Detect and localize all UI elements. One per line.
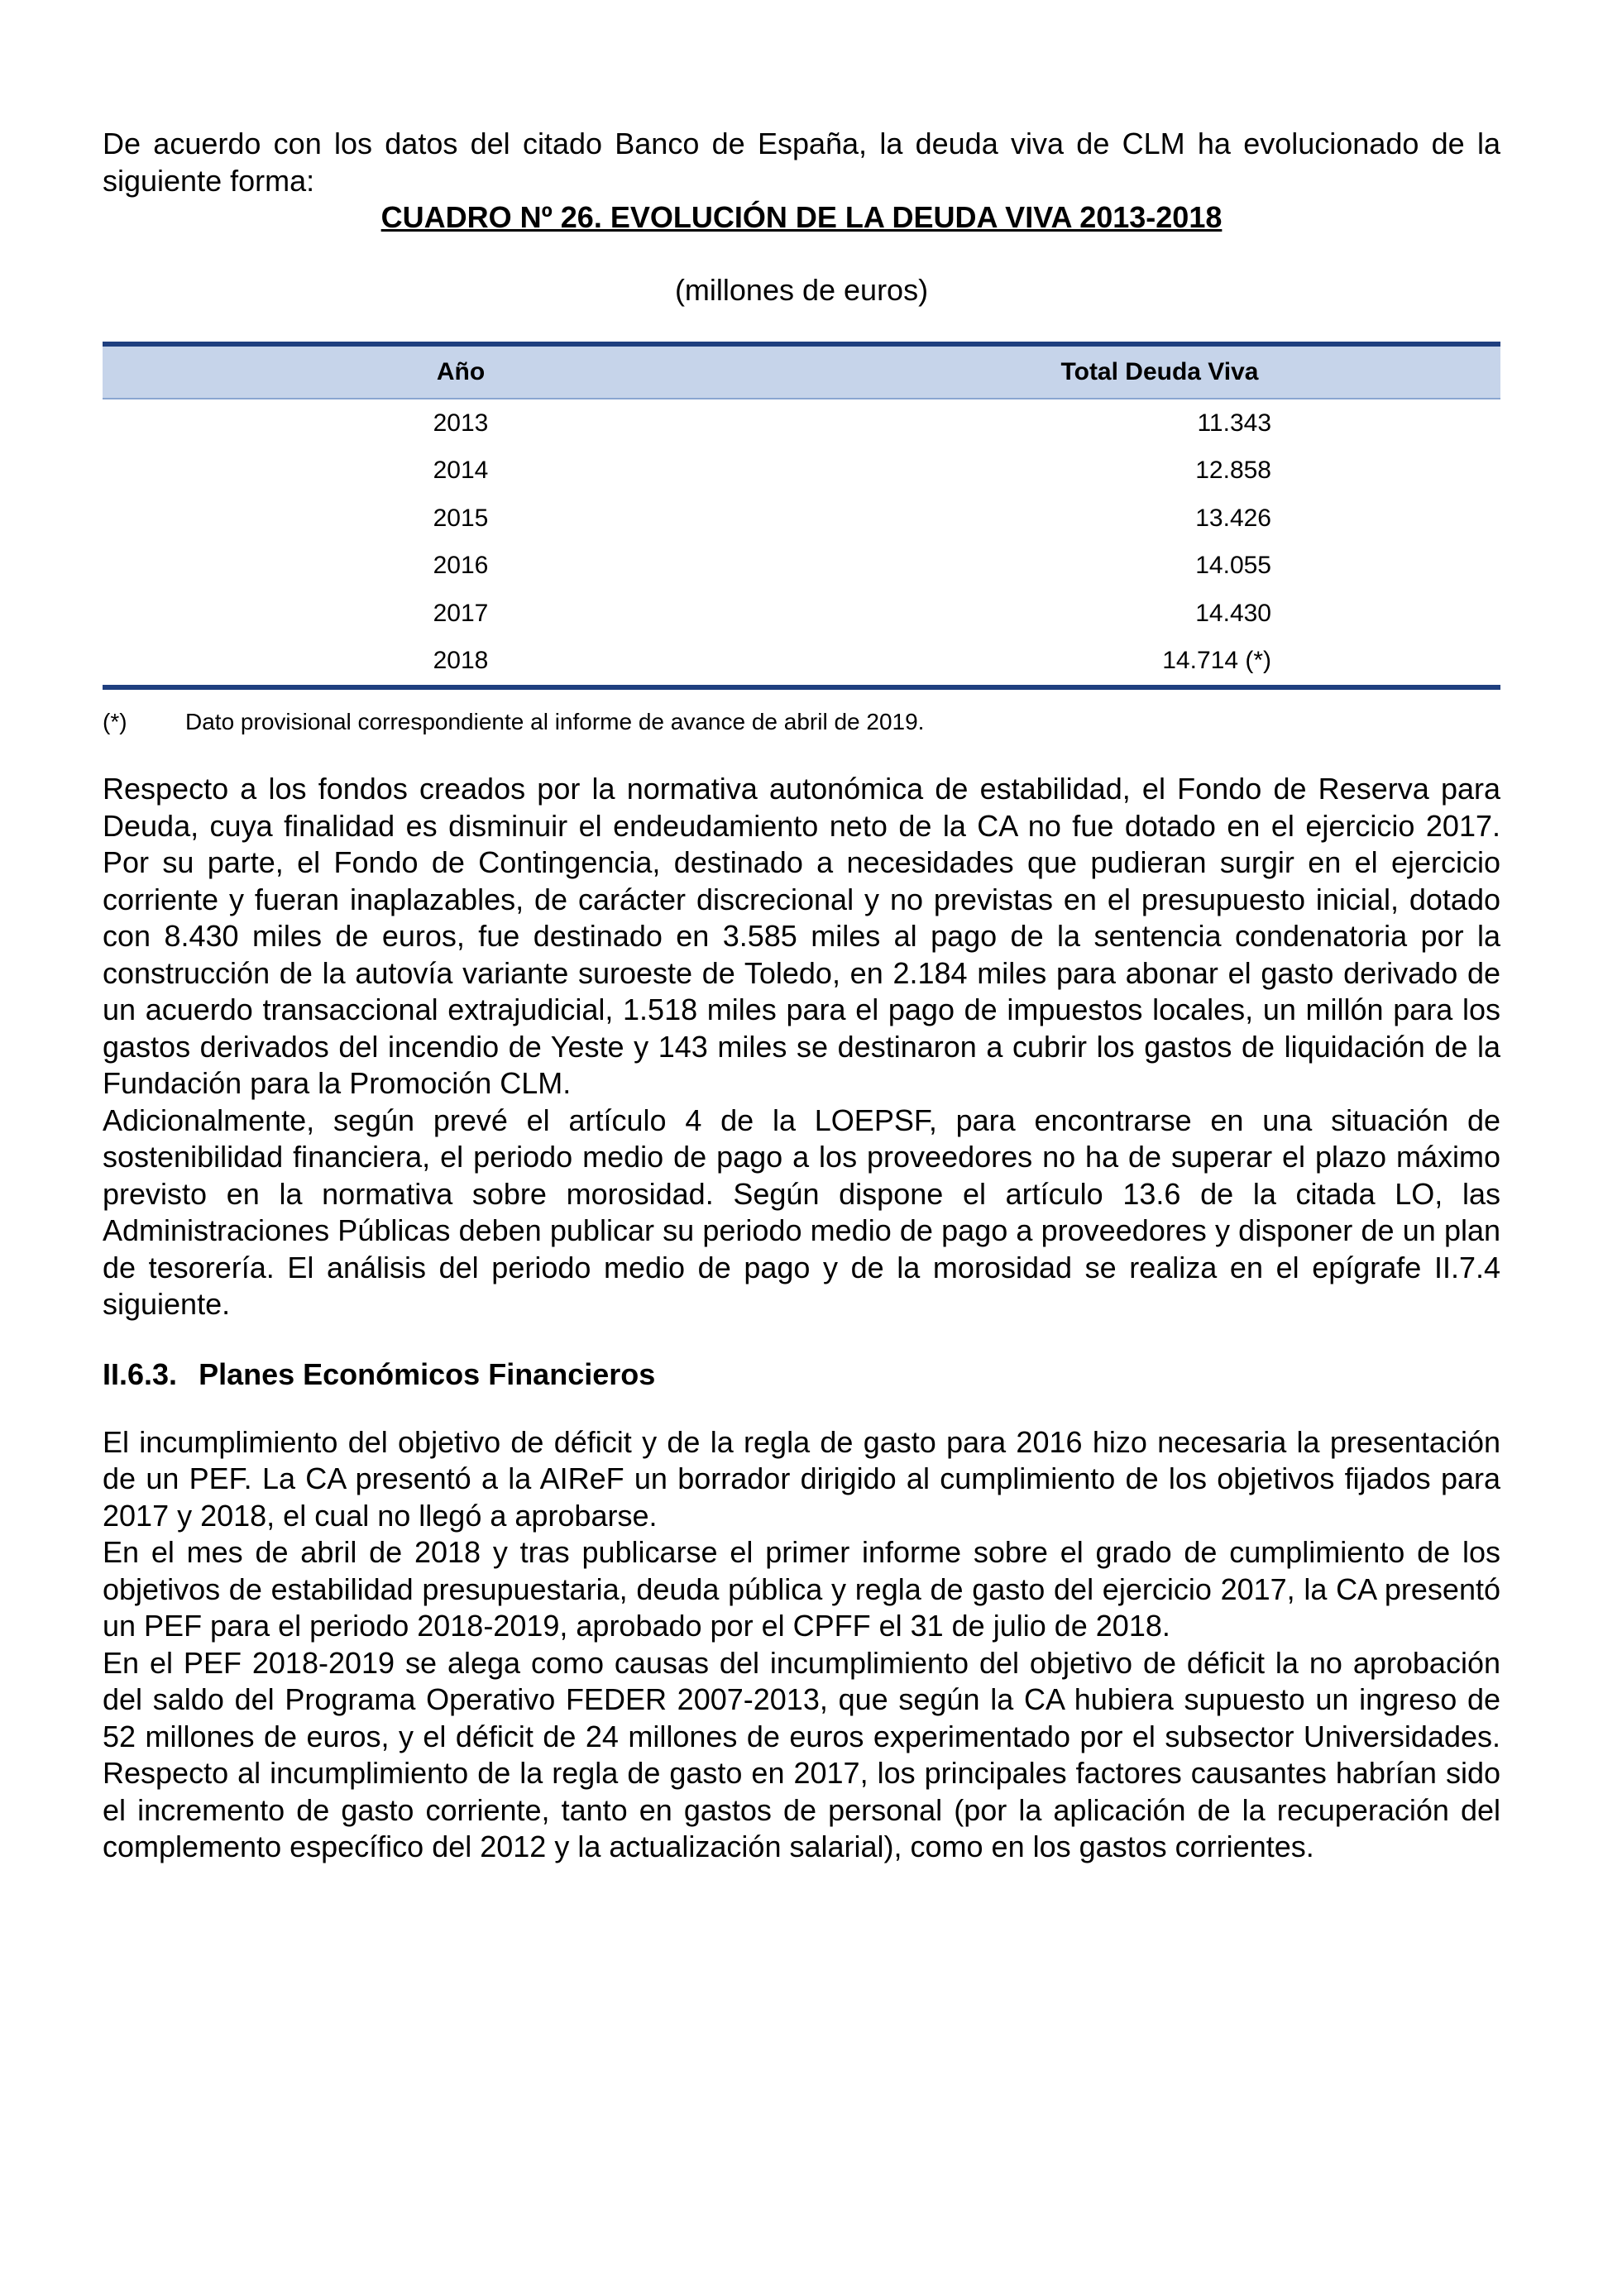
section-heading (103, 1356, 1500, 1393)
row-total: 13.426 (1195, 504, 1271, 532)
row-year: 2016 (433, 552, 489, 580)
table-footnote (103, 708, 1500, 736)
table-row (103, 495, 1500, 543)
row-year: 2017 (433, 599, 489, 627)
row-year: 2018 (103, 638, 819, 688)
paragraph-reserve-fund: Respecto a los fondos creados por la normativa autonómica de estabilidad, el Fondo de Reserva para Deuda, cuya finalidad es disminuir el endeudamiento neto de la CA no fue dotado en el ejercicio 2017. Por su parte, el Fondo de Contingencia, destinado a necesidades que pudieran surgir en el ejercicio corriente y fueran inaplazables, de carácter discrecional y no previstas en el presupuesto inicial, dotado con 8.430 miles de euros, fue destinado en 3.585 miles al pago de la sentencia condenatoria por la construcción de la autovía variante suroeste de Toledo, en 2.184 miles para abonar el gasto derivado de un acuerdo transaccional extrajudicial, 1.518 miles para el pago de impuestos locales, un millón para los gastos derivados del incendio de Yeste y 143 miles se destinaron a cubrir los gastos de liquidación de la Fundación para la Promoción CLM. (103, 772, 1500, 1100)
row-total: 14.055 (1195, 552, 1271, 580)
paragraph-payment-period: Adicionalmente, según prevé el artículo 4 de la LOEPSF, para encontrarse en una situación de sostenibilidad financiera, el periodo medio de pago a los proveedores no ha de superar el plazo máximo previsto en la normativa sobre morosidad. Según dispone el artículo 13.6 de la citada LO, las Administraciones Públicas deben publicar su periodo medio de pago a proveedores y disponer de un plan de tesorería. El análisis del periodo medio de pago y de la morosidad se realiza en el epígrafe II.7.4 siguiente. (103, 1103, 1500, 1321)
table-title: CUADRO Nº 26. EVOLUCIÓN DE LA DEUDA VIVA 2013-2018 (380, 200, 1223, 234)
intro-paragraph: De acuerdo con los datos del citado Banco de España, la deuda viva de CLM ha evolucionado de la siguiente forma: (103, 127, 1500, 198)
footnote-mark: (*) (103, 709, 127, 734)
table-subtitle: (millones de euros) (674, 273, 929, 307)
table-row (103, 447, 1500, 495)
table-row (103, 543, 1500, 591)
row-year: 2014 (433, 457, 489, 485)
section-title: Planes Económicos Financieros (199, 1356, 656, 1391)
table-row (103, 638, 1500, 688)
footnote-text: Dato provisional correspondiente al informe de avance de abril de 2019. (185, 709, 925, 734)
document-page (103, 126, 1500, 1866)
header-year: Año (103, 344, 819, 399)
row-total: 12.858 (1195, 457, 1271, 485)
paragraph-pef-causes: En el PEF 2018-2019 se alega como causas del incumplimiento del objetivo de déficit la no aprobación del saldo del Programa Operativo FEDER 2007-2013, que según la CA hubiera supuesto un ingreso de 52 millones de euros, y el déficit de 24 millones de euros experimentado por el subsector Universidades. Respecto al incumplimiento de la regla de gasto en 2017, los principales factores causantes habrían sido el incremento de gasto corriente, tanto en gastos de personal (por la aplicación de la recuperación del complemento específico del 2012 y la actualización salarial), como en los gastos corrientes. (103, 1645, 1500, 1863)
table-row (103, 399, 1500, 447)
row-year: 2013 (433, 409, 489, 437)
section-number: II.6.3. (103, 1356, 178, 1391)
row-year: 2015 (433, 504, 489, 532)
table-header-row (103, 344, 1500, 399)
paragraph-pef-draft: El incumplimiento del objetivo de déficit y de la regla de gasto para 2016 hizo necesaria la presentación de un PEF. La CA presentó a la AIReF un borrador dirigido al cumplimiento de los objetivos fijados para 2017 y 2018, el cual no llegó a aprobarse. (103, 1424, 1500, 1533)
row-total: 14.714 (*) (1162, 647, 1271, 675)
table-row (103, 590, 1500, 638)
debt-table (103, 342, 1500, 690)
row-total: 11.343 (1197, 409, 1271, 437)
header-total-debt: Total Deuda Viva (819, 344, 1500, 399)
paragraph-pef-2018: En el mes de abril de 2018 y tras publicarse el primer informe sobre el grado de cumplimiento de los objetivos de estabilidad presupuestaria, deuda pública y regla de gasto del ejercicio 2017, la CA presentó un PEF para el periodo 2018-2019, aprobado por el CPFF el 31 de julio de 2018. (103, 1535, 1500, 1643)
row-total: 14.430 (1195, 599, 1271, 627)
